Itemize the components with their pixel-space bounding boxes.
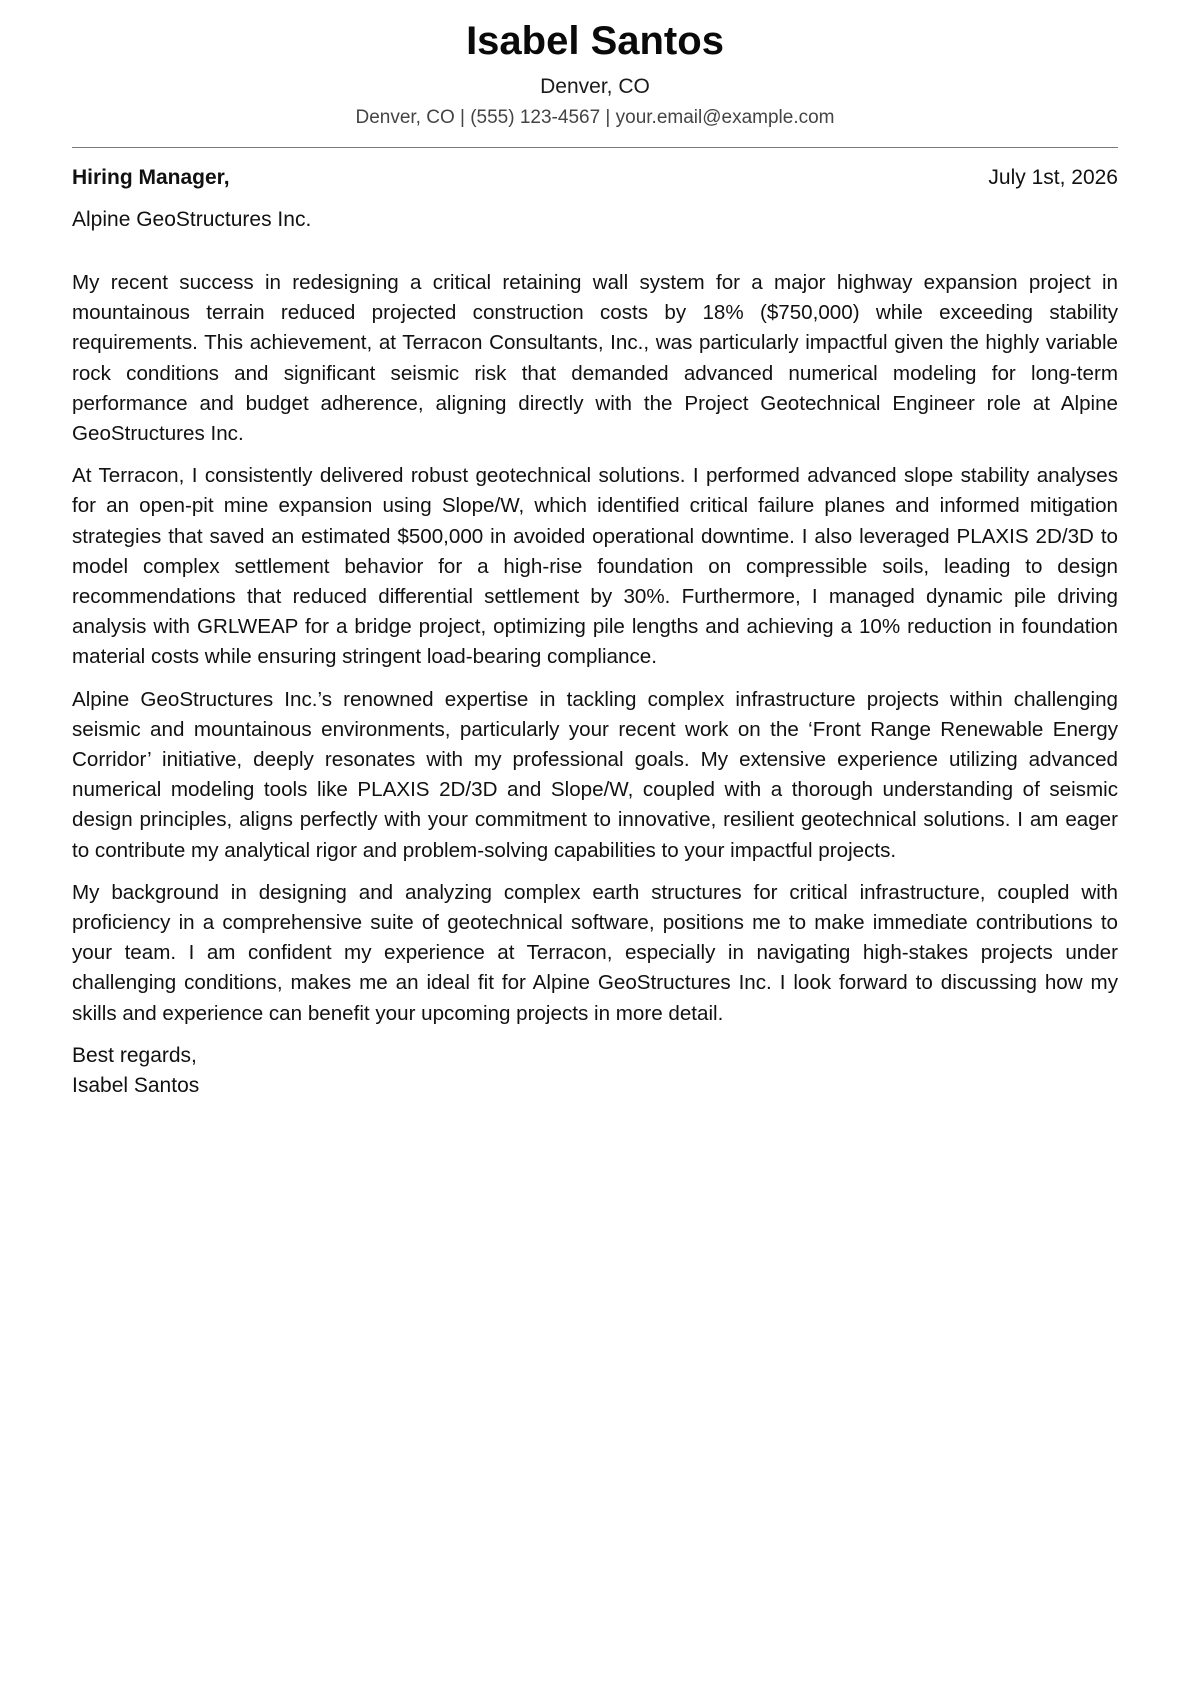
body-paragraph: My background in designing and analyzing complex earth structures for critical infrastructure, coupled with proficiency in a comprehensive suite of geotechnical software, positions me to make immediate contributions to your team. I am confident my experience at Terracon, especially in navigating high-stakes projects under challenging conditions, makes me an ideal fit for Alpine GeoStructures Inc. I look forward to discussing how my skills and experience can benefit your upcoming projects in more detail.: [72, 880, 1118, 1025]
closing-phrase: Best regards,: [72, 1043, 197, 1067]
letter-closing: [72, 1041, 1118, 1101]
recipient-company: Alpine GeoStructures Inc.: [72, 208, 312, 231]
letter-body: [72, 268, 1118, 1029]
applicant-name: Isabel Santos: [466, 19, 724, 63]
letter-header: [72, 0, 1118, 132]
applicant-location: Denver, CO: [540, 75, 650, 98]
recipient-salutation: Hiring Manager,: [72, 166, 230, 189]
recipient-date-row: [72, 163, 1118, 193]
body-paragraph: My recent success in redesigning a critical retaining wall system for a major highway expansion project in mountainous terrain reduced projected construction costs by 18% ($750,000) while exceeding stability requirements. This achievement, at Terracon Consultants, Inc., was particularly impactful given the highly variable rock conditions and significant seismic risk that demanded advanced numerical modeling for long-term performance and budget adherence, aligning directly with the Project Geotechnical Engineer role at Alpine GeoStructures Inc.: [72, 271, 1118, 446]
body-paragraph: Alpine GeoStructures Inc.’s renowned expertise in tackling complex infrastructure projects within challenging seismic and mountainous environments, particularly your recent work on the ‘Front Range Renewable Energy Corridor’ initiative, deeply resonates with my professional goals. My extensive experience utilizing advanced numerical modeling tools like PLAXIS 2D/3D and Slope/W, coupled with a thorough understanding of seismic design principles, aligns perfectly with your commitment to innovative, resilient geotechnical solutions. I am eager to contribute my analytical rigor and problem-solving capabilities to your impactful projects.: [72, 687, 1118, 862]
letter-date: July 1st, 2026: [988, 166, 1118, 189]
signature-name: Isabel Santos: [72, 1073, 200, 1097]
header-divider: [72, 147, 1118, 148]
contact-line: Denver, CO | (555) 123-4567 | your.email@example.com: [355, 107, 835, 128]
body-paragraph: At Terracon, I consistently delivered robust geotechnical solutions. I performed advanced slope stability analyses for an open-pit mine expansion using Slope/W, which identified critical failure planes and informed mitigation strategies that saved an estimated $500,000 in avoided operational downtime. I also leveraged PLAXIS 2D/3D to model complex settlement behavior for a high-rise foundation on compressible soils, leading to design recommendations that reduced differential settlement by 30%. Furthermore, I managed dynamic pile driving analysis with GRLWEAP for a bridge project, optimizing pile lengths and achieving a 10% reduction in foundation material costs while ensuring stringent load-bearing compliance.: [72, 464, 1118, 669]
